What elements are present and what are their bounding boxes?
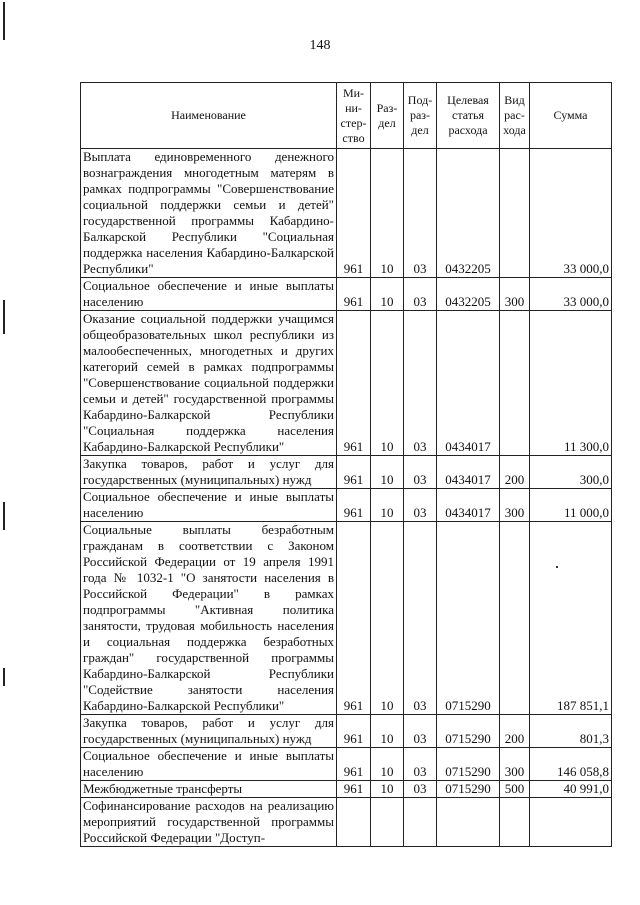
row-subsection: 03 <box>404 278 437 311</box>
row-type <box>500 149 530 278</box>
row-name: Социальное обеспечение и иные выплаты населению <box>81 748 337 781</box>
row-ministry: 961 <box>337 748 371 781</box>
row-sum: 801,3 <box>530 715 612 748</box>
row-name: Закупка товаров, работ и услуг для государственных (муниципальных) нужд <box>81 715 337 748</box>
table-row <box>81 149 612 278</box>
row-type <box>500 311 530 456</box>
row-type: 300 <box>500 489 530 522</box>
header-sum: Сумма <box>530 83 612 149</box>
row-section: 10 <box>371 522 404 715</box>
table-header-row <box>81 83 612 149</box>
row-section: 10 <box>371 311 404 456</box>
table-row <box>81 798 612 847</box>
row-section: 10 <box>371 781 404 798</box>
row-target: 0434017 <box>437 311 500 456</box>
margin-scan-mark <box>3 2 5 40</box>
table-row <box>81 278 612 311</box>
row-sum: 33 000,0 <box>530 278 612 311</box>
row-name: Выплата единовременного денежного вознаграждения многодетным матерям в рамках подпрограммы "Совершенствование социальной поддержки семьи и детей" государственной программы Кабардино-Балкарской Республики "Социальная поддержка населения Кабардино-Балкарской Республики" <box>81 149 337 278</box>
row-sum <box>530 798 612 847</box>
table-row <box>81 715 612 748</box>
row-section: 10 <box>371 748 404 781</box>
table-row <box>81 311 612 456</box>
row-sum: 40 991,0 <box>530 781 612 798</box>
row-sum: 146 058,8 <box>530 748 612 781</box>
row-subsection: 03 <box>404 522 437 715</box>
row-target: 0715290 <box>437 748 500 781</box>
table-row <box>81 522 612 715</box>
header-ministry: Ми-ни-стер-ство <box>337 83 371 149</box>
row-name: Закупка товаров, работ и услуг для государственных (муниципальных) нужд <box>81 456 337 489</box>
row-subsection: 03 <box>404 311 437 456</box>
row-ministry: 961 <box>337 489 371 522</box>
row-ministry: 961 <box>337 522 371 715</box>
row-name: Социальное обеспечение и иные выплаты населению <box>81 489 337 522</box>
row-type: 300 <box>500 278 530 311</box>
table-row <box>81 748 612 781</box>
row-section <box>371 798 404 847</box>
header-name: Наименование <box>81 83 337 149</box>
row-type: 200 <box>500 456 530 489</box>
row-section: 10 <box>371 456 404 489</box>
row-target: 0432205 <box>437 278 500 311</box>
row-subsection: 03 <box>404 781 437 798</box>
scan-speck <box>556 566 558 568</box>
table-row <box>81 489 612 522</box>
header-section: Раз-дел <box>371 83 404 149</box>
row-target: 0715290 <box>437 522 500 715</box>
row-target: 0434017 <box>437 456 500 489</box>
row-subsection <box>404 798 437 847</box>
row-name: Оказание социальной поддержки учащимся общеобразовательных школ республики из малообеспеченных, многодетных и других категорий семей в рамках подпрограммы "Совершенствование социальной поддержки семьи и детей" государственной программы Кабардино-Балкарской Республики "Социальная поддержка населения Кабардино-Балкарской Республики" <box>81 311 337 456</box>
row-target: 0715290 <box>437 715 500 748</box>
row-name: Межбюджетные трансферты <box>81 781 337 798</box>
row-sum: 11 000,0 <box>530 489 612 522</box>
row-sum: 33 000,0 <box>530 149 612 278</box>
row-ministry <box>337 798 371 847</box>
row-ministry: 961 <box>337 149 371 278</box>
row-subsection: 03 <box>404 456 437 489</box>
budget-table <box>80 82 612 847</box>
header-subsection: Под-раз-дел <box>404 83 437 149</box>
header-type: Вид рас-хода <box>500 83 530 149</box>
table-row <box>81 781 612 798</box>
row-ministry: 961 <box>337 781 371 798</box>
row-name: Социальное обеспечение и иные выплаты населению <box>81 278 337 311</box>
row-subsection: 03 <box>404 715 437 748</box>
row-section: 10 <box>371 149 404 278</box>
row-ministry: 961 <box>337 715 371 748</box>
row-sum: 187 851,1 <box>530 522 612 715</box>
row-subsection: 03 <box>404 149 437 278</box>
page-number: 148 <box>309 38 331 53</box>
row-type: 200 <box>500 715 530 748</box>
row-section: 10 <box>371 278 404 311</box>
row-sum: 300,0 <box>530 456 612 489</box>
row-subsection: 03 <box>404 748 437 781</box>
row-name: Социальные выплаты безработным гражданам в соответствии с Законом Российской Федерации от 19 апреля 1991 года № 1032-1 "О занятости населения в Российской Федерации" в рамках подпрограммы "Активная политика занятости, трудовая мобильность населения и социальная поддержка безработных граждан" государственной программы Кабардино-Балкарской Республики "Содействие занятости населения Кабардино-Балкарской Республики" <box>81 522 337 715</box>
row-ministry: 961 <box>337 278 371 311</box>
row-sum: 11 300,0 <box>530 311 612 456</box>
row-subsection: 03 <box>404 489 437 522</box>
margin-scan-mark <box>3 502 5 530</box>
header-target: Целевая статья расхода <box>437 83 500 149</box>
margin-scan-mark <box>3 300 5 334</box>
row-type: 500 <box>500 781 530 798</box>
row-section: 10 <box>371 715 404 748</box>
row-target: 0715290 <box>437 781 500 798</box>
row-ministry: 961 <box>337 311 371 456</box>
table-row <box>81 456 612 489</box>
margin-scan-mark <box>3 668 5 686</box>
row-ministry: 961 <box>337 456 371 489</box>
row-section: 10 <box>371 489 404 522</box>
row-target: 0434017 <box>437 489 500 522</box>
row-name: Софинансирование расходов на реализацию мероприятий государственной программы Российской Федерации "Доступ- <box>81 798 337 847</box>
row-target <box>437 798 500 847</box>
row-type <box>500 522 530 715</box>
row-target: 0432205 <box>437 149 500 278</box>
row-type <box>500 798 530 847</box>
row-type: 300 <box>500 748 530 781</box>
